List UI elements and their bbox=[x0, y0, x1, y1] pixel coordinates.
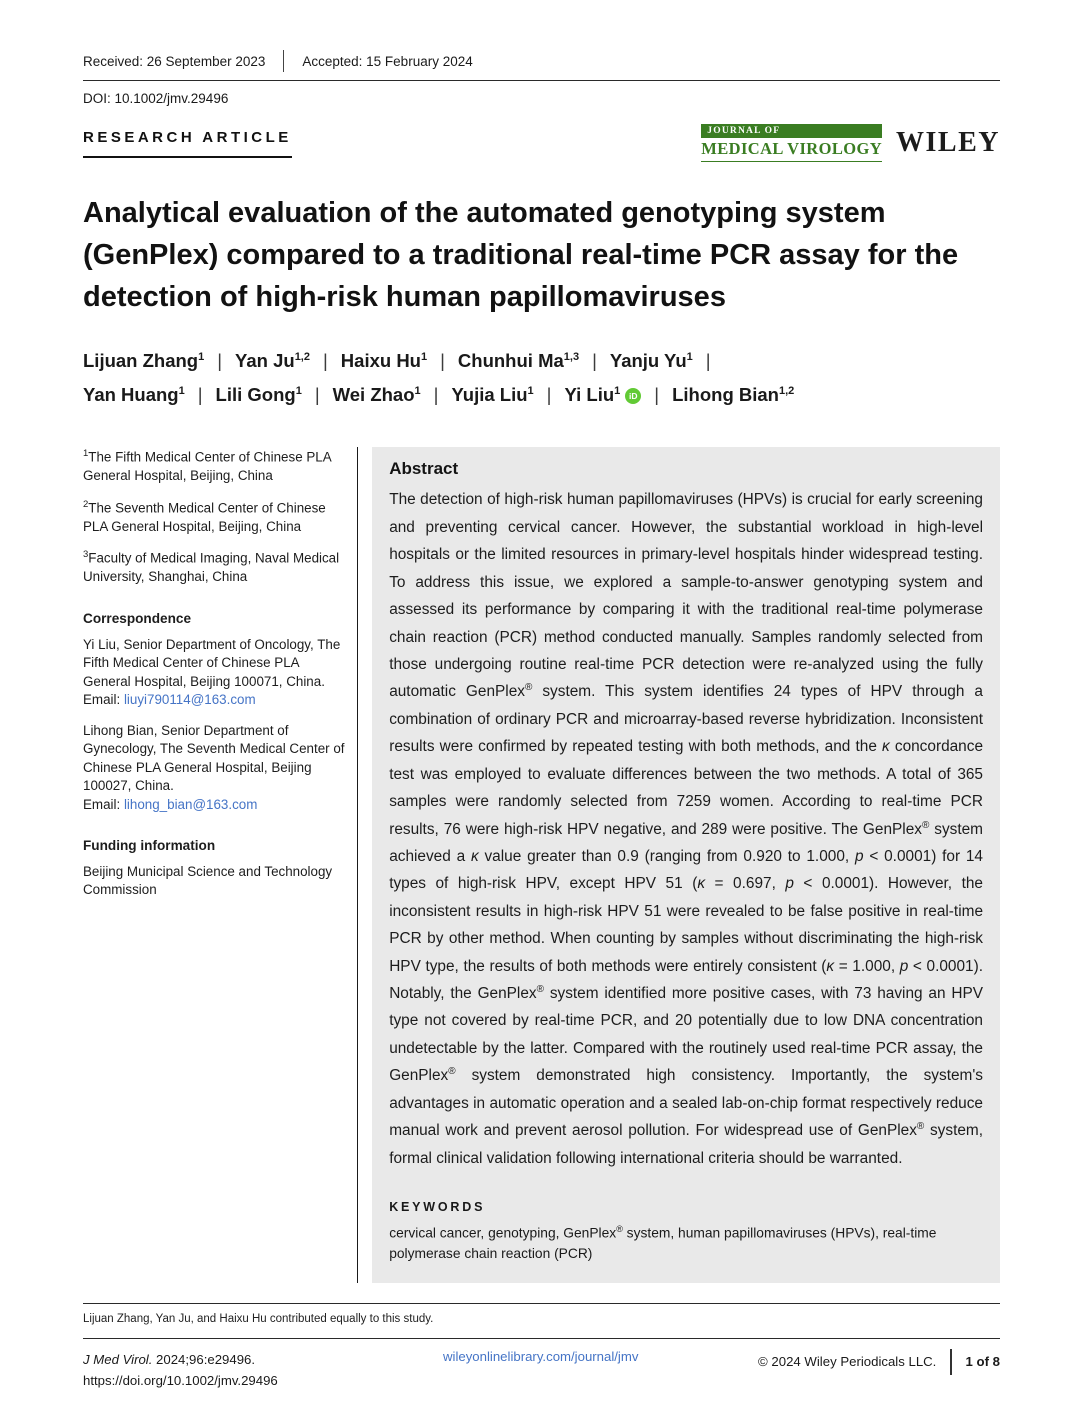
affiliations bbox=[83, 447, 346, 586]
author-separator: | bbox=[592, 350, 597, 372]
author-separator: | bbox=[433, 383, 439, 405]
author-name: Yi Liu$^1$ iD bbox=[564, 378, 641, 412]
column-divider bbox=[357, 447, 358, 1283]
footer-rule bbox=[83, 1338, 1000, 1339]
page-title: Analytical evaluation of the automated genotyping system (GenPlex) compared to a traditional real-time PCR assay for the detection of high-risk human papillomaviruses bbox=[83, 197, 959, 314]
author-separator: | bbox=[705, 350, 711, 372]
correspondence-entry: Lihong Bian, Senior Department of Gynecology, The Seventh Medical Center of Chinese PLA General Hospital, Beijing 100027, China. Email: lihong_bian@163.com bbox=[83, 722, 345, 812]
author-name: Lijuan Zhang$^1$ bbox=[83, 350, 205, 372]
logos bbox=[701, 124, 1000, 162]
copyright: © 2024 Wiley Periodicals LLC. bbox=[758, 1354, 937, 1370]
author-separator: | bbox=[440, 350, 445, 372]
keywords-heading: KEYWORDS bbox=[389, 1200, 486, 1214]
affiliation: $^1$The Fifth Medical Center of Chinese PLA General Hospital, Beijing, China bbox=[83, 448, 331, 484]
citation-block bbox=[83, 1349, 443, 1391]
footer-row bbox=[83, 1349, 1000, 1391]
abstract-heading: Abstract bbox=[389, 459, 459, 479]
affiliation: $^3$Faculty of Medical Imaging, Naval Medical University, Shanghai, China bbox=[83, 549, 340, 585]
journal-logo-name: MEDICAL VIROLOGY bbox=[701, 138, 882, 162]
abstract-box bbox=[372, 447, 1000, 1283]
author-name: Yan Ju$^{1,2}$ bbox=[235, 350, 310, 372]
correspondence bbox=[83, 636, 346, 815]
author-separator: | bbox=[546, 383, 552, 405]
affiliation: $^2$The Seventh Medical Center of Chinese PLA General Hospital, Beijing, China bbox=[83, 498, 326, 534]
journal-logo-top-bar: JOURNAL OF bbox=[701, 124, 882, 138]
author-separator: | bbox=[197, 383, 203, 405]
author-separator: | bbox=[314, 383, 320, 405]
journal-abbrev: J Med Virol. bbox=[83, 1351, 153, 1367]
dates-divider bbox=[283, 50, 284, 72]
author-name: Yanju Yu$^1$ bbox=[609, 350, 693, 372]
footer-right bbox=[758, 1349, 1000, 1375]
page-number: 1 of 8 bbox=[965, 1354, 1000, 1370]
funding-text: Beijing Municipal Science and Technology Commission bbox=[83, 863, 333, 898]
journal-url-link[interactable]: wileyonlinelibrary.com/journal/jmv bbox=[443, 1348, 639, 1364]
keywords-text: cervical cancer, genotyping, GenPlex® system, human papillomaviruses (HPVs), real-time polymerase chain reaction (PCR) bbox=[389, 1224, 937, 1262]
author-name: Yujia Liu$^1$ bbox=[451, 383, 534, 405]
received-date: Received: 26 September 2023 bbox=[83, 53, 266, 69]
footnote-rule bbox=[83, 1303, 1000, 1304]
header-rule bbox=[83, 80, 1000, 81]
sidebar bbox=[83, 447, 346, 1283]
abstract-body: The detection of high-risk human papillomaviruses (HPVs) is crucial for early screening and preventing cervical cancer. However, the substantial workload in high-level hospitals or the limited resources in primary-level hospitals hinder widespread testing. To address this issue, we explored a sample-to-answer genotyping system and assessed its performance by comparing it with the traditional real-time polymerase chain reaction (PCR) method conducted manually. Samples randomly selected from those undergoing routine real-time PCR detection were re-analyzed using the fully automatic GenPlex® system. This system identifies 24 types of HPV through a combination of ordinary PCR and microarray-based reverse hybridization. Inconsistent results were confirmed by repeated testing with both methods, and the κ concordance test was employed to evaluate differences between the two methods. A total of 365 samples were randomly selected from 7259 women. According to real-time PCR results, 76 were high-risk HPV negative, and 289 were positive. The GenPlex® system achieved a κ value greater than 0.9 (ranging from 0.920 to 1.000, p < 0.0001) for 14 types of high-risk HPV, except HPV 51 (κ = 0.697, p < 0.0001). However, the inconsistent results in high-risk HPV 51 were revealed to be false positive in real-time PCR by other method. When counting by samples without discriminating the high-risk HPV type, the results of both methods were entirely consistent (κ = 1.000, p < 0.0001). Notably, the GenPlex® system identified more positive cases, with 73 having an HPV type not covered by real-time PCR, and 20 potentially due to low DNA concentration undetectable by the latter. Compared with the routinely used real-time PCR assay, the GenPlex® system demonstrated high consistency. Importantly, the system's advantages in automatic operation and a sealed lab-on-chip format respectively reduce manual work and prevent aerosol pollution. For widespread use of GenPlex® system, formal clinical validation following international criteria should be warranted. bbox=[389, 491, 984, 1167]
footer-divider bbox=[950, 1349, 951, 1375]
content-columns bbox=[83, 447, 1000, 1283]
author-name: Lihong Bian$^{1,2}$ bbox=[672, 383, 795, 405]
author-name: Wei Zhao$^1$ bbox=[332, 383, 421, 405]
correspondence-heading: Correspondence bbox=[83, 610, 192, 626]
journal-url-block bbox=[443, 1349, 758, 1364]
citation-line bbox=[83, 1349, 443, 1370]
author-list bbox=[83, 344, 1000, 411]
equal-contribution-note: Lijuan Zhang, Yan Ju, and Haixu Hu contributed equally to this study. bbox=[83, 1312, 434, 1325]
dates-row bbox=[83, 0, 1000, 72]
accepted-date: Accepted: 15 February 2024 bbox=[302, 53, 473, 69]
author-name: Yan Huang$^1$ bbox=[83, 383, 185, 405]
author-separator: | bbox=[322, 350, 328, 372]
orcid-icon[interactable]: iD bbox=[625, 388, 641, 404]
citation-rest: 2024;96:e29496. bbox=[152, 1351, 256, 1367]
article-type-label: RESEARCH ARTICLE bbox=[83, 129, 292, 158]
author-separator: | bbox=[217, 350, 223, 372]
author-separator: | bbox=[654, 383, 660, 405]
email-link[interactable]: lihong_bian@163.com bbox=[123, 796, 258, 812]
author-name: Chunhui Ma$^{1,3}$ bbox=[457, 350, 580, 372]
header-main bbox=[83, 124, 1000, 162]
funding-heading: Funding information bbox=[83, 838, 216, 854]
author-name: Lili Gong$^1$ bbox=[215, 383, 302, 405]
journal-of-medical-virology-logo bbox=[701, 124, 882, 162]
correspondence-entry: Yi Liu, Senior Department of Oncology, The Fifth Medical Center of Chinese PLA General Hospital, Beijing 100071, China. Email: liuyi790114@163.com bbox=[83, 636, 341, 708]
doi: DOI: 10.1002/jmv.29496 bbox=[83, 91, 229, 106]
wiley-logo: WILEY bbox=[896, 127, 1000, 158]
doi-url: https://doi.org/10.1002/jmv.29496 bbox=[83, 1373, 278, 1389]
author-name: Haixu Hu$^1$ bbox=[340, 350, 428, 372]
email-link[interactable]: liuyi790114@163.com bbox=[123, 692, 256, 708]
